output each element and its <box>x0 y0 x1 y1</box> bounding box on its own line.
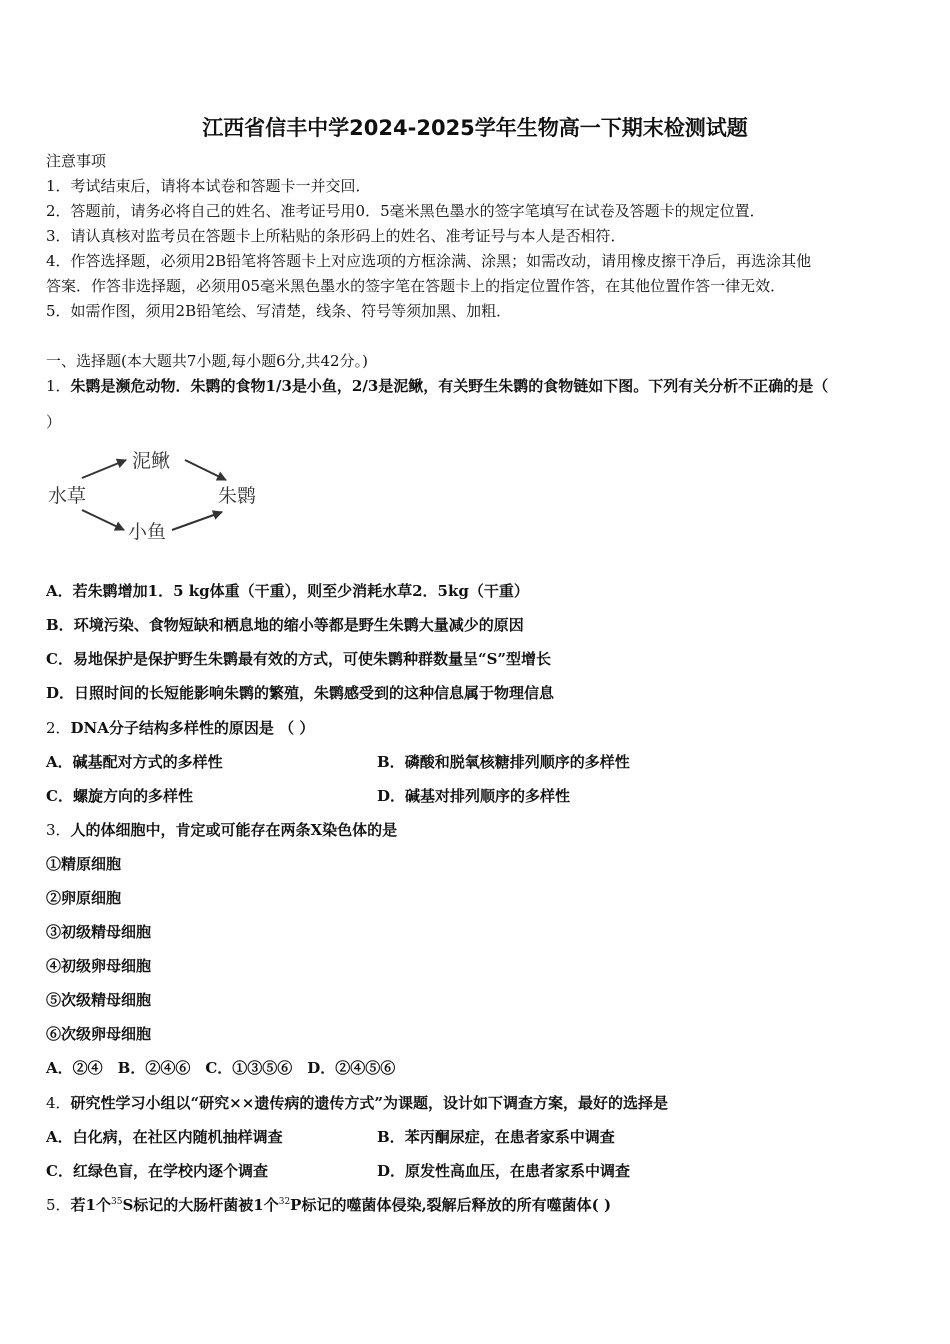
option-text: 红绿色盲，在学校内逐个调查 <box>72 1162 268 1180</box>
option-letter: A． <box>46 753 73 771</box>
question-5-stem <box>46 1195 611 1215</box>
option-text: 碱基对排列顺序的多样性 <box>405 787 571 805</box>
question-2-stem <box>46 718 314 738</box>
question-text: 若1个 <box>70 1196 111 1214</box>
option-a <box>46 752 223 772</box>
option-c <box>46 1161 268 1181</box>
question-number: 1． <box>46 377 71 395</box>
note-item: 1．考试结束后，请将本试卷和答题卡一并交回． <box>46 177 371 195</box>
diagram-sink-label: 朱鹮 <box>218 485 257 507</box>
list-item: ①精原细胞 <box>46 855 122 873</box>
page-title: 江西省信丰中学2024-2025学年生物高一下期末检测试题 <box>202 116 748 140</box>
option-letter: B． <box>46 616 74 634</box>
question-1-stem-end: ） <box>46 413 62 431</box>
question-number: 5． <box>46 1196 71 1214</box>
question-number: 3． <box>46 821 71 839</box>
isotope-superscript: 32 <box>278 1197 291 1207</box>
option-text: 环境污染、食物短缺和栖息地的缩小等都是野生朱鹮大量减少的原因 <box>73 616 524 634</box>
option-text: 若朱鹮增加1．5 kg体重（干重），则至少消耗水草2．5kg（干重） <box>72 582 529 600</box>
question-number: 4． <box>46 1094 71 1112</box>
list-item: ③初级精母细胞 <box>46 923 152 941</box>
note-item: 2．答题前，请务必将自己的姓名、准考证号用0．5毫米黑色墨水的签字笔填写在试卷及答题卡的规定位置． <box>46 202 765 220</box>
option-letter: C． <box>46 1162 73 1180</box>
option-d <box>377 1161 630 1181</box>
question-text: P标记的噬菌体侵染,裂解后释放的所有噬菌体( ) <box>290 1196 612 1214</box>
option-b <box>377 1127 615 1147</box>
section-heading: 一、选择题(本大题共7小题,每小题6分,共42分。) <box>46 352 368 370</box>
question-4-stem <box>46 1093 668 1113</box>
note-item: 4．作答选择题，必须用2B铅笔将答题卡上对应选项的方框涂满、涂黑；如需改动，请用橡皮擦干净后，再选涂其他 <box>46 252 812 270</box>
list-item: ②卵原细胞 <box>46 889 122 907</box>
arrow-source-to-bottom <box>82 510 124 530</box>
option-letter: C． <box>46 787 73 805</box>
diagram-source-label: 水草 <box>48 485 87 507</box>
isotope-superscript: 35 <box>110 1197 123 1207</box>
question-1-stem <box>46 376 828 396</box>
list-item: ⑤次级精母细胞 <box>46 991 152 1009</box>
option-letter: C． <box>46 650 73 668</box>
option-letter: D． <box>377 1162 406 1180</box>
option-text: 碱基配对方式的多样性 <box>72 753 223 771</box>
food-chain-diagram <box>40 440 280 550</box>
arrow-source-to-top <box>82 460 126 478</box>
diagram-bottom-label: 小鱼 <box>128 521 167 543</box>
question-text: DNA分子结构多样性的原因是 （ ） <box>70 719 315 737</box>
list-item: ④初级卵母细胞 <box>46 957 152 975</box>
option-a <box>46 1127 283 1147</box>
option-letter: B． <box>377 753 405 771</box>
option-letter: B． <box>377 1128 405 1146</box>
question-text: 人的体细胞中，肯定或可能存在两条X染色体的是 <box>70 821 398 839</box>
diagram-top-label: 泥鳅 <box>132 450 171 472</box>
option-letter: D． <box>377 787 406 805</box>
option-d <box>377 786 570 806</box>
option-b <box>46 615 524 635</box>
notes-heading: 注意事项 <box>46 152 107 170</box>
option-text: 苯丙酮尿症，在患者家系中调查 <box>404 1128 615 1146</box>
question-text: 朱鹮是濒危动物．朱鹮的食物1/3是小鱼，2/3是泥鳅，有关野生朱鹮的食物链如下图。下列有关分析不正确的是（ <box>70 377 829 395</box>
note-item: 5．如需作图，须用2B铅笔绘、写清楚，线条、符号等须加黑、加粗． <box>46 302 512 320</box>
question-number: 2． <box>46 719 71 737</box>
option-text: 螺旋方向的多样性 <box>72 787 193 805</box>
option-text: 白化病，在社区内随机抽样调查 <box>72 1128 283 1146</box>
option-text: 原发性高血压，在患者家系中调查 <box>405 1162 631 1180</box>
question-3-stem <box>46 820 397 840</box>
option-letter: D． <box>46 684 75 702</box>
question-text: S标记的大肠杆菌被1个 <box>122 1196 279 1214</box>
option-letter: A． <box>46 582 73 600</box>
list-item: ⑥次级卵母细胞 <box>46 1025 152 1043</box>
option-d <box>46 683 554 703</box>
option-text: 日照时间的长短能影响朱鹮的繁殖，朱鹮感受到的这种信息属于物理信息 <box>74 684 555 702</box>
answer-choices: A．②④ B．②④⑥ C．①③⑤⑥ D．②④⑤⑥ <box>46 1059 396 1077</box>
option-letter: A． <box>46 1128 73 1146</box>
option-b <box>377 752 630 772</box>
arrow-bottom-to-sink <box>172 512 222 530</box>
arrow-top-to-sink <box>185 460 226 480</box>
note-item: 3．请认真核对监考员在答题卡上所粘贴的条形码上的姓名、准考证号与本人是否相符． <box>46 227 626 245</box>
option-text: 易地保护是保护野生朱鹮最有效的方式，可使朱鹮种群数量呈“S”型增长 <box>72 650 552 668</box>
option-text: 磷酸和脱氧核糖排列顺序的多样性 <box>404 753 630 771</box>
option-a <box>46 581 529 601</box>
note-item: 答案．作答非选择题，必须用05毫米黑色墨水的签字笔在答题卡上的指定位置作答，在其他位置作答一律无效． <box>46 277 786 295</box>
option-c <box>46 649 551 669</box>
question-text: 研究性学习小组以“研究××遗传病的遗传方式”为课题，设计如下调查方案，最好的选择是 <box>70 1094 668 1112</box>
option-c <box>46 786 193 806</box>
